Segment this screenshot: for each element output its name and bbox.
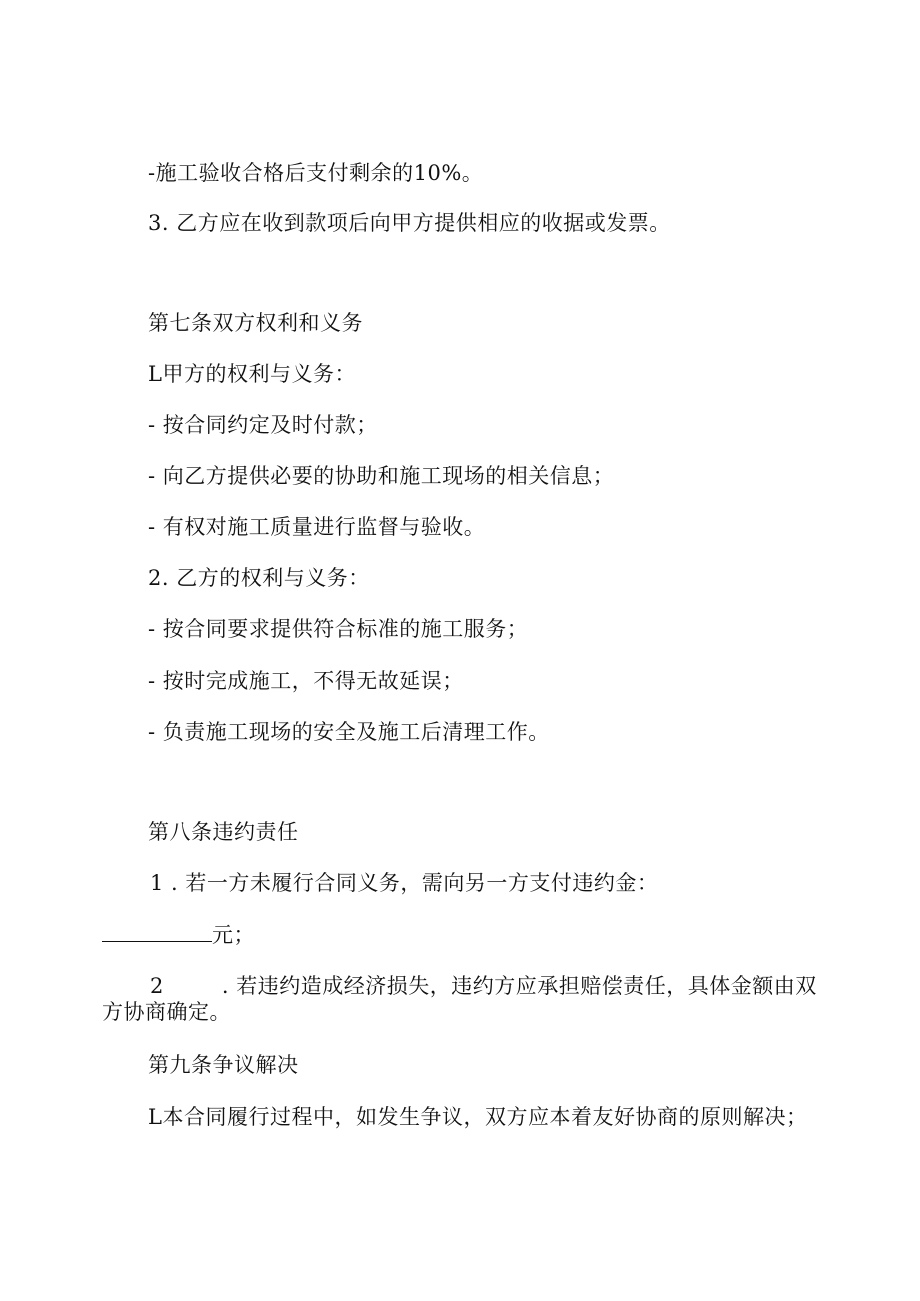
amount-blank (102, 923, 212, 942)
breach-clause-1: 1 . 若一方未履行合同义务，需向另一方支付违约金： (150, 871, 659, 895)
dispute-clause-1: L本合同履行过程中，如发生争议，双方应本着友好协商的原则解决； (148, 1105, 808, 1129)
party-b-item-3: - 负责施工现场的安全及施工后清理工作。 (148, 720, 550, 744)
breach-clause-2-continued: 方协商确定。 (102, 1000, 231, 1024)
breach-clause-2 (150, 973, 817, 999)
payment-final-line: -施工验收合格后支付剩余的10%。 (148, 161, 484, 185)
party-a-item-1: - 按合同约定及时付款； (148, 413, 378, 437)
party-a-item-3: - 有权对施工质量进行监督与验收。 (148, 515, 486, 539)
party-b-item-2: - 按时完成施工，不得无故延误； (148, 669, 464, 693)
receipt-clause: 3. 乙方应在收到款项后向甲方提供相应的收据或发票。 (148, 211, 671, 235)
party-a-heading: L甲方的权利与义务： (148, 362, 356, 386)
penalty-amount-line (102, 922, 255, 948)
article-seven-heading: 第七条双方权利和义务 (148, 311, 363, 335)
clause-number: 2 (150, 974, 164, 998)
currency-unit: 元； (212, 923, 255, 947)
party-b-heading: 2. 乙方的权利与义务： (148, 566, 370, 590)
party-b-item-1: - 按合同要求提供符合标准的施工服务； (148, 617, 529, 641)
party-a-item-2: - 向乙方提供必要的协助和施工现场的相关信息； (148, 464, 615, 488)
clause-text: . 若违约造成经济损失，违约方应承担赔偿责任，具体金额由双 (221, 974, 817, 998)
article-nine-heading: 第九条争议解决 (148, 1053, 299, 1077)
article-eight-heading: 第八条违约责任 (148, 820, 299, 844)
